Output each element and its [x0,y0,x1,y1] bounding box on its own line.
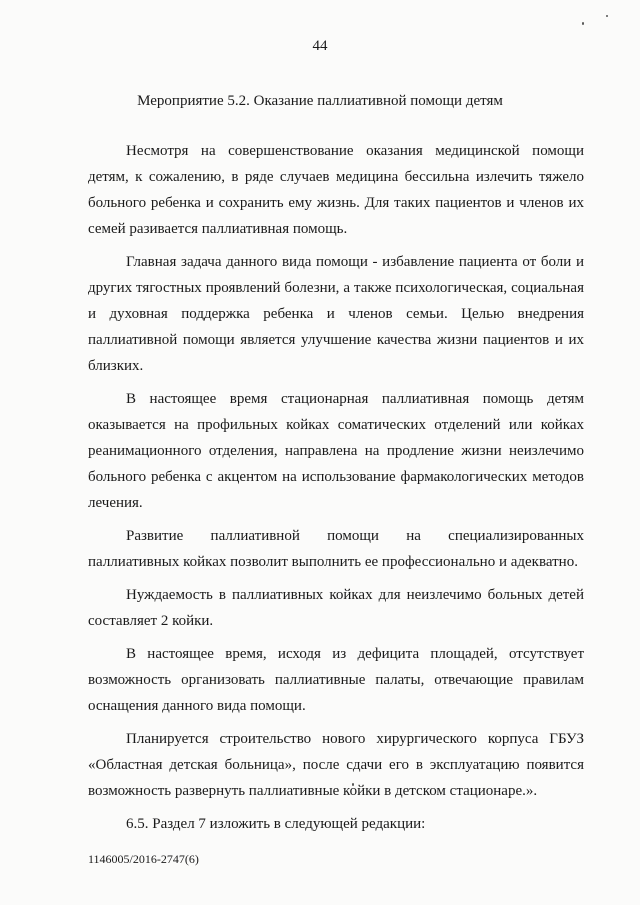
paragraph: Главная задача данного вида помощи - избавление пациента от боли и других тягостных проявлений болезни, а также психологическая, социальная и духовная поддержка ребенка и членов семьи. Целью внедрения паллиативной помощи является улучшение качества жизни пациентов и их близких. [88,254,584,374]
scan-speck [606,15,608,17]
paragraph: Планируется строительство нового хирургического корпуса ГБУЗ «Областная детская больница», после сдачи его в эксплуатацию появится возможность развернуть паллиативные койки в детском стационаре.». [88,731,584,799]
section-heading: Мероприятие 5.2. Оказание паллиативной помощи детям [137,93,503,109]
document-code: 1146005/2016-2747(6) [88,852,199,866]
body-text [88,138,584,844]
paragraph: Несмотря на совершенствование оказания медицинской помощи детям, к сожалению, в ряде случаев медицина бессильна излечить тяжело больного ребенка и сохранить ему жизнь. Для таких пациентов и членов их семей разивается паллиативная помощь. [88,143,584,237]
page-number: 44 [312,38,328,54]
paragraph: Развитие паллиативной помощи на специализированных паллиативных койках позволит выполнить ее профессионально и адекватно. [88,528,584,570]
paragraph: 6.5. Раздел 7 изложить в следующей редакции: [126,816,426,832]
paragraph: Нуждаемость в паллиативных койках для неизлечимо больных детей составляет 2 койки. [88,587,584,629]
scan-speck [582,22,584,25]
paragraph: В настоящее время, исходя из дефицита площадей, отсутствует возможность организовать паллиативные палаты, отвечающие правилам оснащения данного вида помощи. [88,646,584,714]
paragraph: В настоящее время стационарная паллиативная помощь детям оказывается на профильных койках соматических отделений или койках реанимационного отделения, направлена на продление жизни неизлечимо больного ребенка с акцентом на использование фармакологических методов лечения. [88,391,584,511]
